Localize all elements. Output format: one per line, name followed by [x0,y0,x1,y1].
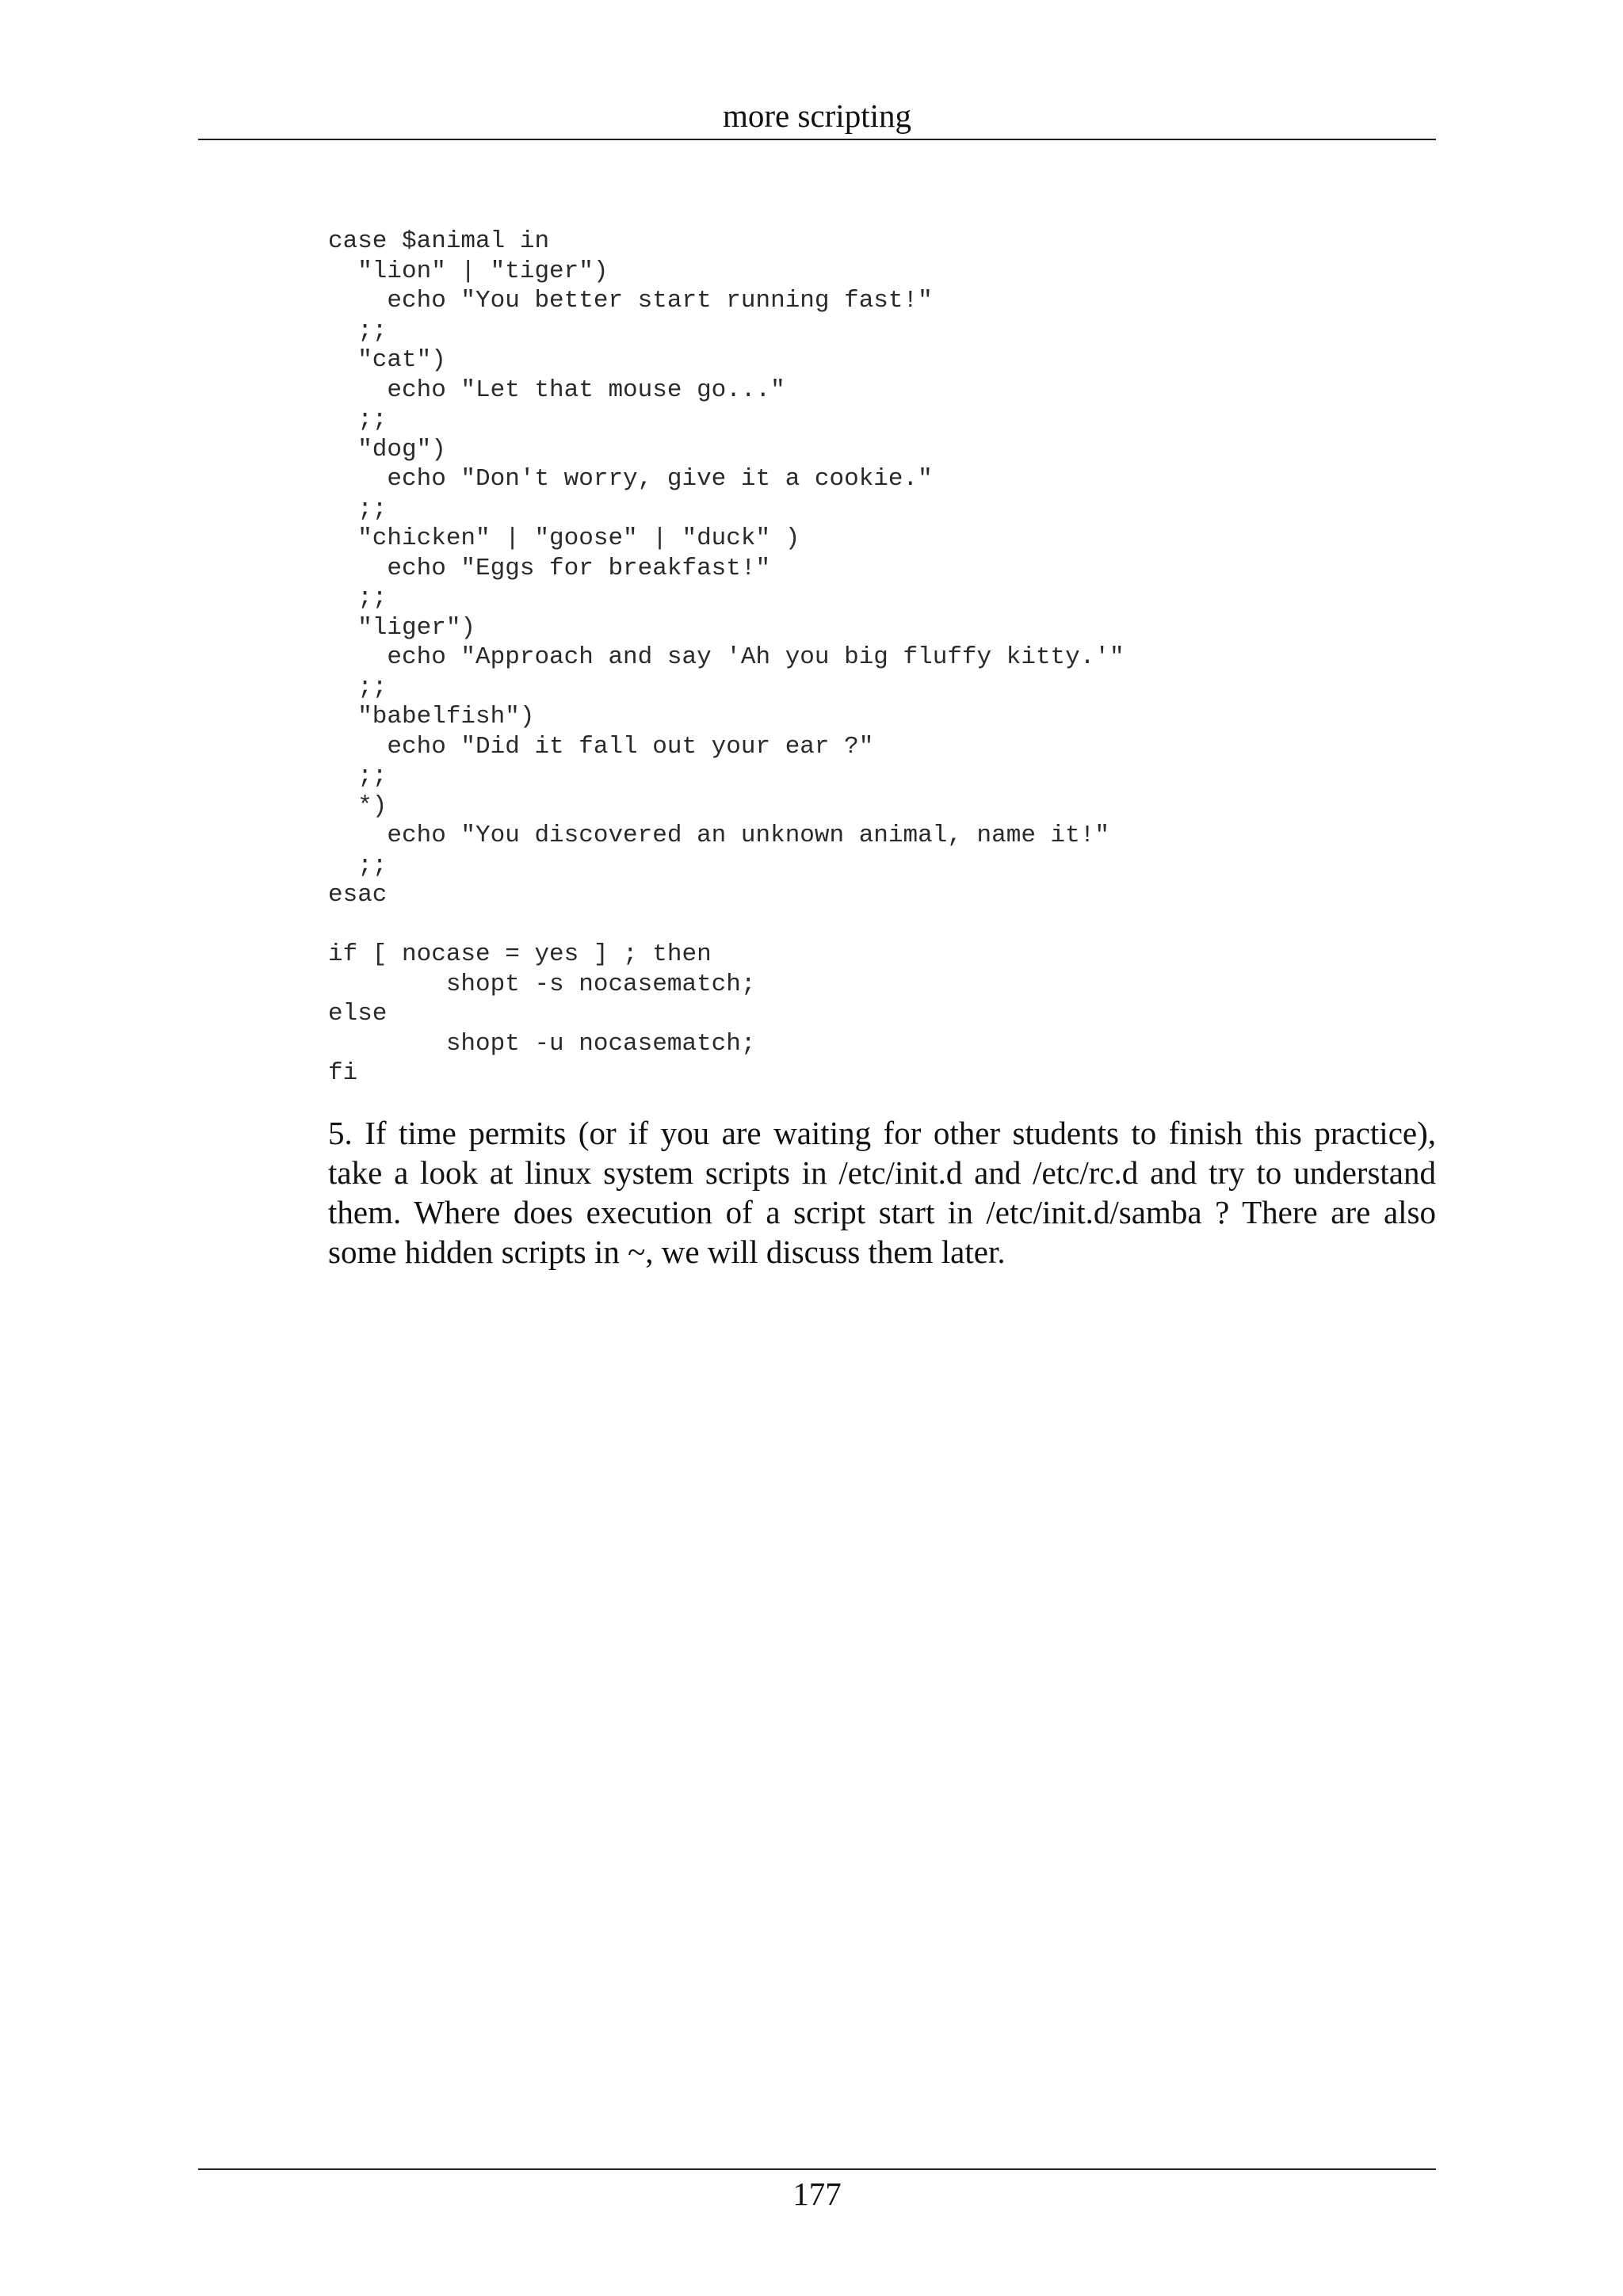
code-block [328,227,1438,1089]
code-line: "liger") [328,613,476,642]
header-rule [198,139,1436,140]
code-line: ;; [328,494,388,523]
code-line: echo "You discovered an unknown animal, name it!" [328,822,1109,849]
code-line: if [ nocase = yes ] ; then [328,940,712,968]
running-header: more scripting [723,97,911,134]
code-line: "babelfish") [328,703,535,730]
code-line: echo "Let that mouse go..." [328,376,785,404]
page-number: 177 [792,2176,842,2212]
code-line: shopt -s nocasematch; [328,970,756,998]
code-line: ;; [328,673,388,701]
code-line: "lion" | "tiger") [328,257,609,285]
code-line: *) [328,791,388,820]
code-line [328,910,1438,940]
code-line: ;; [328,584,388,612]
code-line: ;; [328,316,388,345]
footer-rule [198,2168,1436,2170]
code-line: else [328,1000,388,1028]
code-line: fi [328,1059,358,1087]
code-line: echo "Did it fall out your ear ?" [328,732,874,761]
code-line: esac [328,881,388,909]
code-line: "dog") [328,435,446,463]
body-paragraph: 5. If time permits (or if you are waiting for other students to finish this practice), take a look at linux system scripts in /etc/init.d and /etc/rc.d and try to understand them. Where does execution of a script start in /etc/init.d/samba ? There are also some hidden scripts in ~, we will discuss them later. [328,1115,1436,1270]
code-line: echo "Approach and say 'Ah you big fluffy kitty.'" [328,643,1125,671]
code-line: ;; [328,762,388,790]
code-line: "cat") [328,346,446,374]
code-line: shopt -u nocasematch; [328,1029,756,1058]
code-line: echo "Don't worry, give it a cookie." [328,465,933,493]
code-line: case $animal in [328,227,550,255]
code-line: ;; [328,851,388,879]
code-line: ;; [328,406,388,433]
code-line: "chicken" | "goose" | "duck" ) [328,524,800,552]
code-line: echo "You better start running fast!" [328,287,933,315]
code-line: echo "Eggs for breakfast!" [328,554,771,582]
